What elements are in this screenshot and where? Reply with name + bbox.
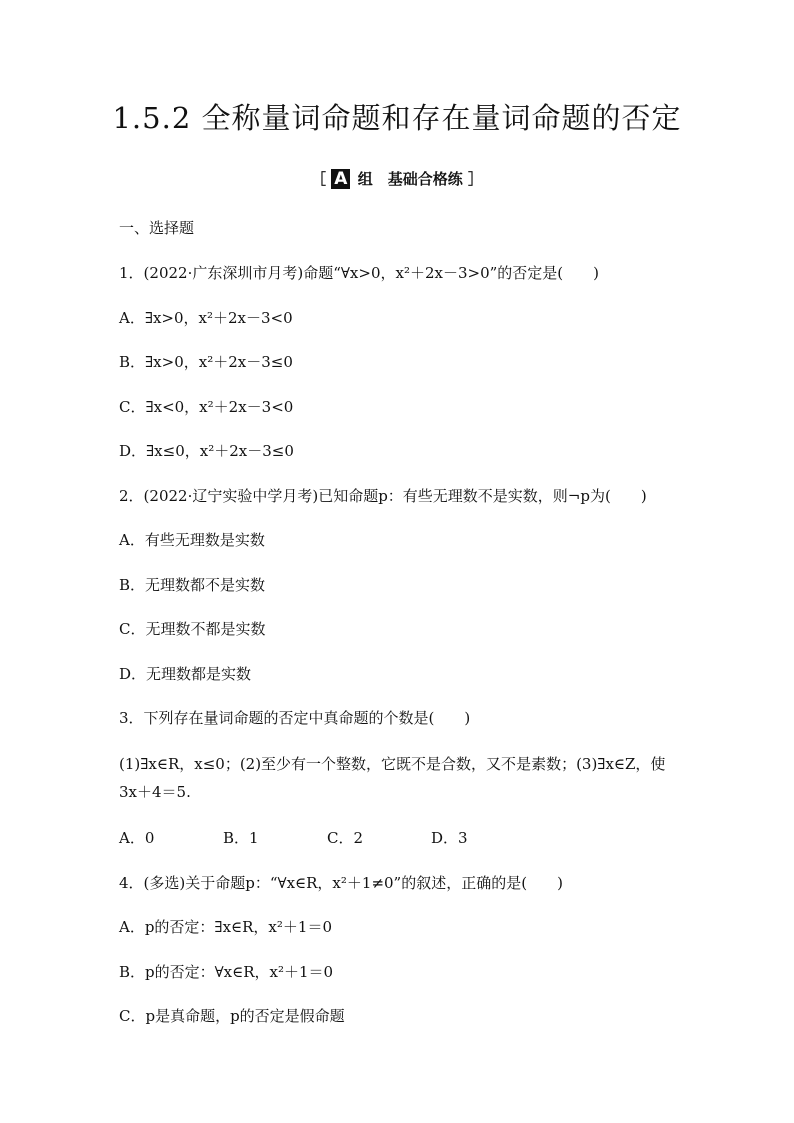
q2-option-c: C．无理数不都是实数 bbox=[119, 620, 266, 638]
q1-stem: 1．(2022·广东深圳市月考)命题“∀x>0，x²＋2x－3>0”的否定是( ) bbox=[119, 264, 599, 282]
q2-option-b: B．无理数都不是实数 bbox=[119, 576, 266, 594]
q3-option-b: B．1 bbox=[223, 829, 259, 847]
q4-stem: 4．(多选)关于命题p：“∀x∈R，x²＋1≠0”的叙述，正确的是( ) bbox=[119, 874, 563, 892]
q1-option-d: D．∃x≤0，x²＋2x－3≤0 bbox=[119, 442, 294, 460]
bracket-right: ］ bbox=[467, 170, 483, 188]
page-title: 1.5.2 全称量词命题和存在量词命题的否定 bbox=[112, 101, 682, 135]
q1-option-b: B．∃x>0，x²＋2x－3≤0 bbox=[119, 353, 293, 371]
group-badge: A bbox=[331, 169, 350, 189]
q3-option-a: A．0 bbox=[119, 829, 155, 847]
section-heading: 一、选择题 bbox=[119, 219, 195, 237]
group-label: 组 基础合格练 bbox=[357, 170, 463, 188]
q3-options bbox=[119, 828, 535, 848]
group-heading bbox=[0, 168, 794, 189]
q2-stem: 2．(2022·辽宁实验中学月考)已知命题p：有些无理数不是实数，则¬p为( ) bbox=[119, 487, 647, 505]
q4-option-b: B．p的否定：∀x∈R，x²＋1＝0 bbox=[119, 963, 334, 981]
q3-option-d: D．3 bbox=[431, 829, 468, 847]
q3-option-c: C．2 bbox=[327, 829, 364, 847]
q2-option-d: D．无理数都是实数 bbox=[119, 665, 252, 683]
q1-option-c: C．∃x<0，x²＋2x－3<0 bbox=[119, 398, 294, 416]
q4-option-a: A．p的否定：∃x∈R，x²＋1＝0 bbox=[119, 918, 332, 936]
q1-option-a: A．∃x>0，x²＋2x－3<0 bbox=[119, 309, 293, 327]
q3-body: (1)∃x∈R，x≤0；(2)至少有一个整数，它既不是合数，又不是素数；(3)∃x∈Z，使3x＋4＝5. bbox=[119, 755, 666, 801]
q4-option-c: C．p是真命题，p的否定是假命题 bbox=[119, 1007, 345, 1025]
q2-option-a: A．有些无理数是实数 bbox=[119, 531, 265, 549]
bracket-left: ［ bbox=[311, 170, 327, 188]
q3-stem: 3．下列存在量词命题的否定中真命题的个数是( ) bbox=[119, 709, 471, 727]
